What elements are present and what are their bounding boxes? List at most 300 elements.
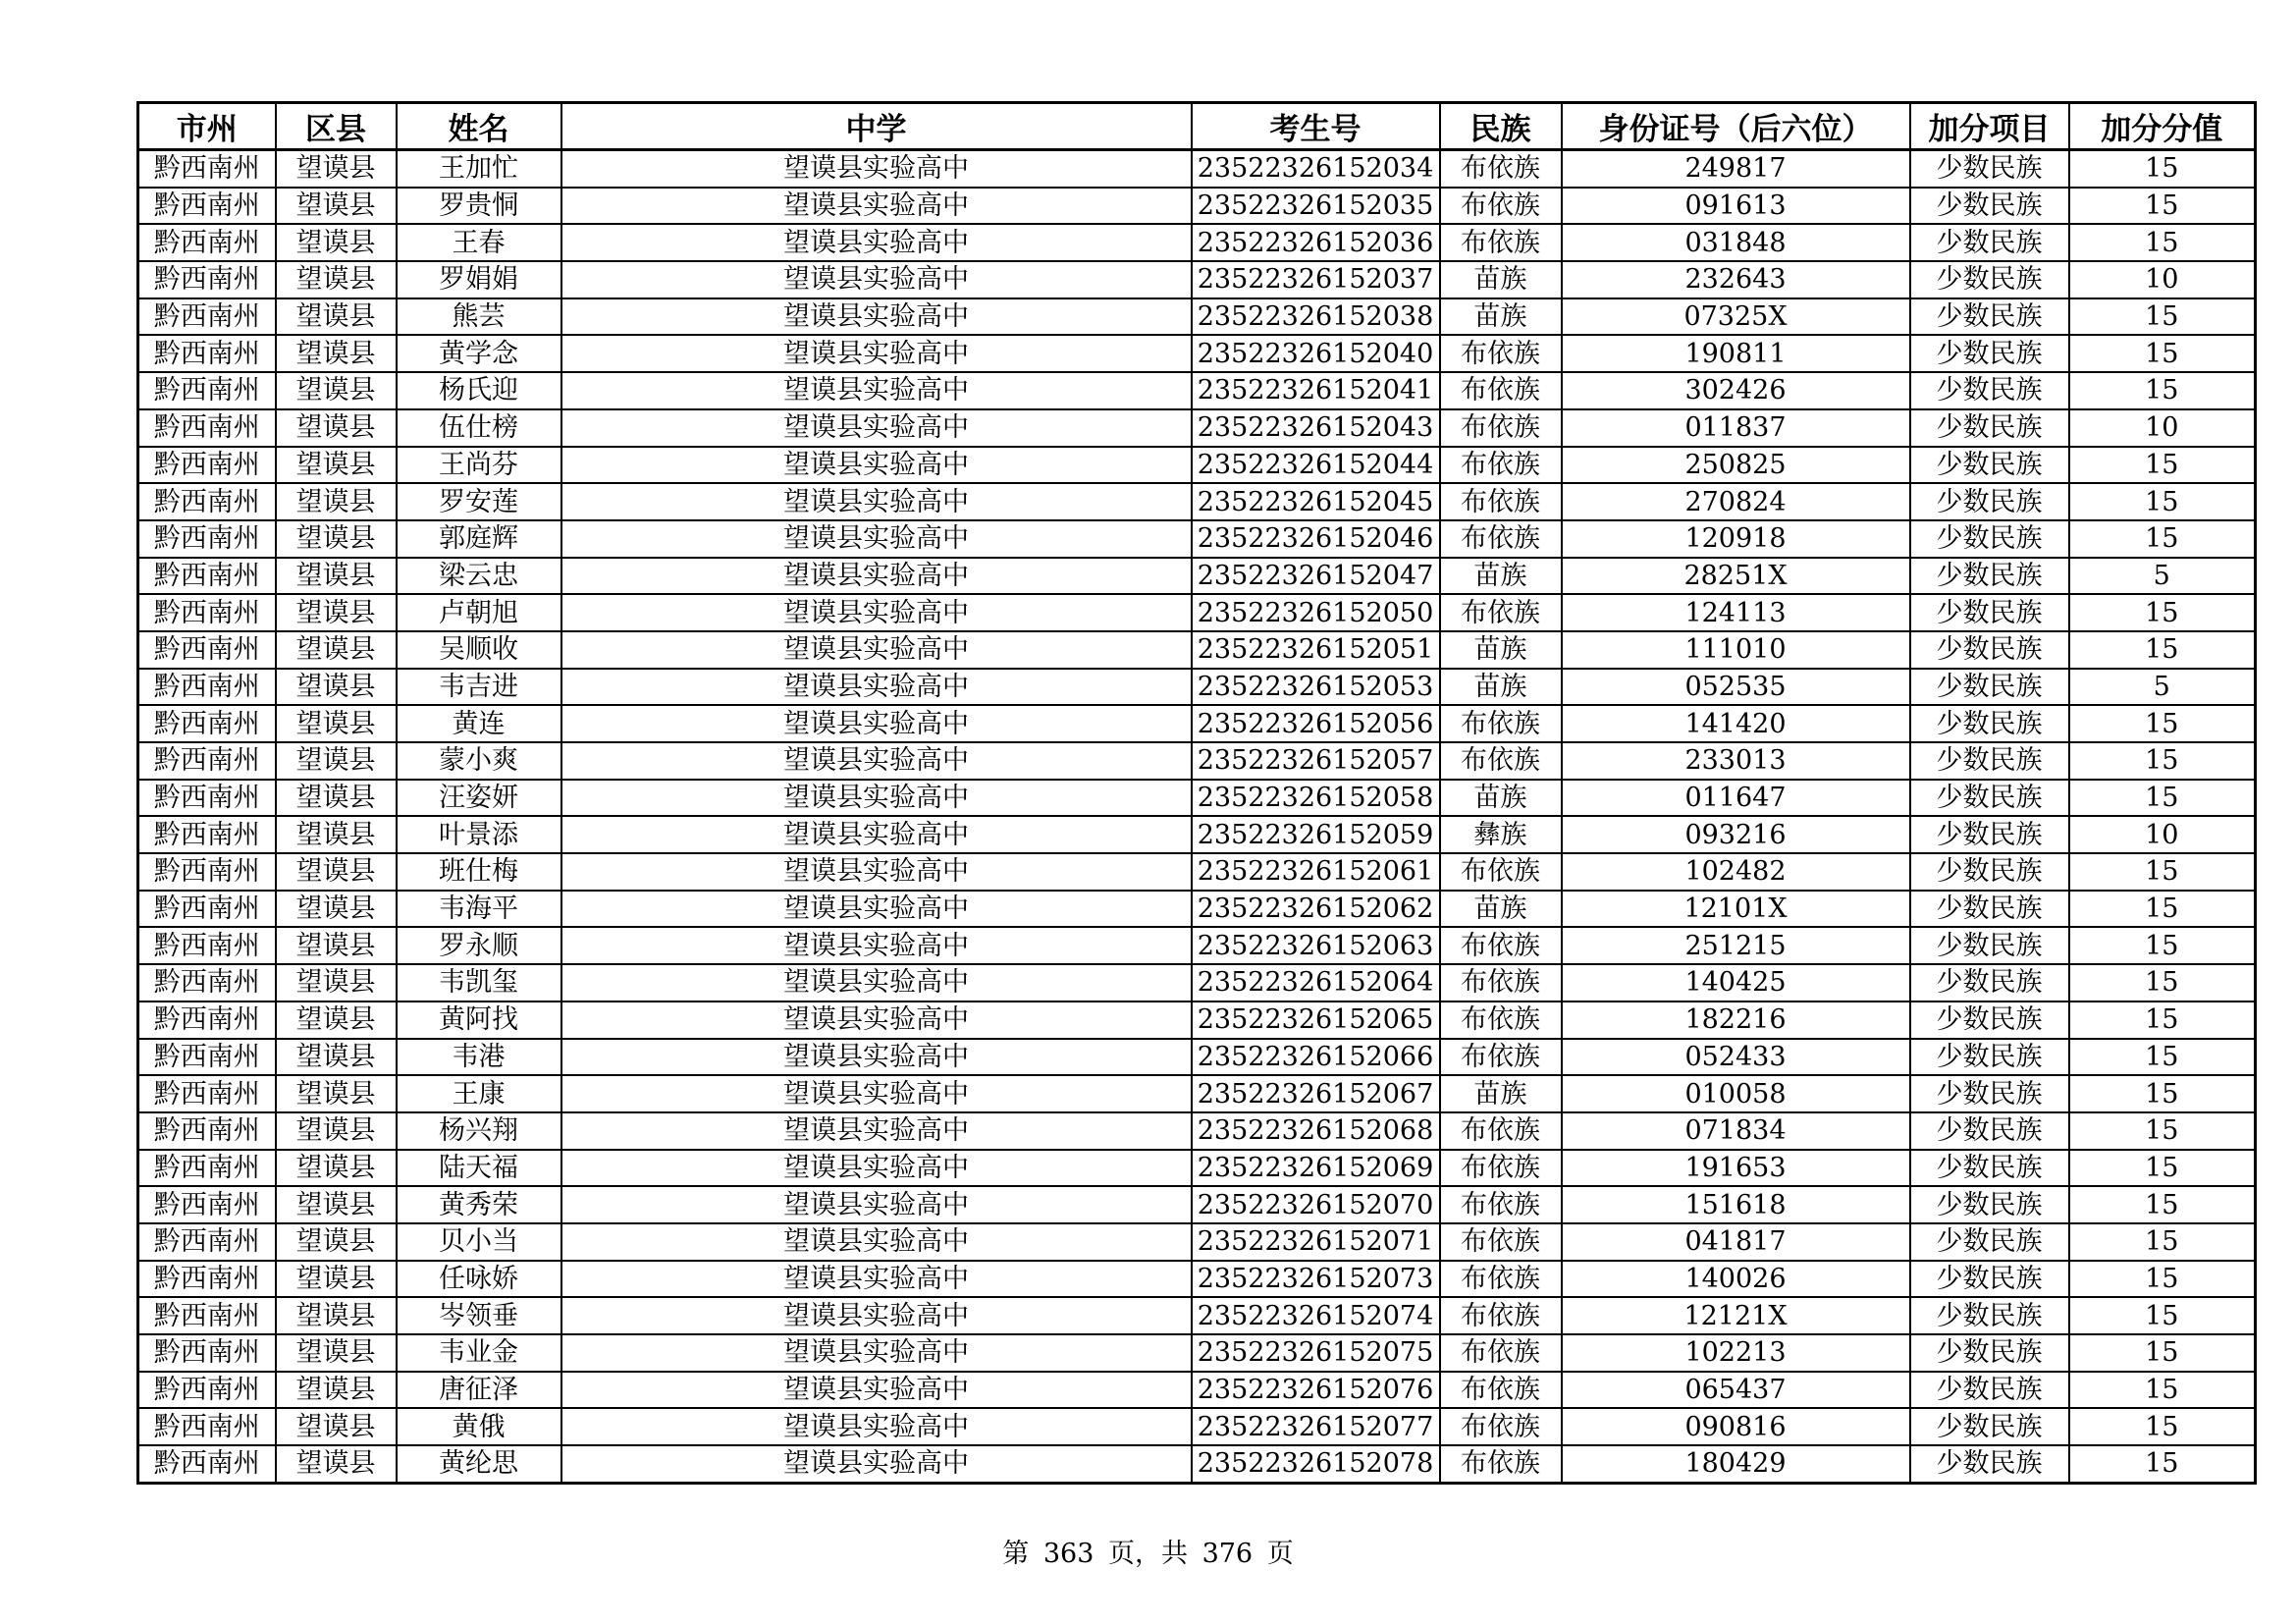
- cell-city: 黔西南州: [138, 964, 276, 1001]
- cell-city: 黔西南州: [138, 816, 276, 853]
- cell-city: 黔西南州: [138, 372, 276, 409]
- cell-id-last-six: 141420: [1562, 705, 1910, 742]
- cell-name: 黄秀荣: [397, 1186, 561, 1223]
- cell-id-last-six: 182216: [1562, 1001, 1910, 1039]
- cell-ethnicity: 布依族: [1440, 1261, 1562, 1298]
- cell-bonus-value: 10: [2069, 261, 2256, 298]
- table-row: [138, 1001, 2256, 1039]
- cell-city: 黔西南州: [138, 558, 276, 595]
- cell-school: 望谟县实验高中: [561, 1039, 1192, 1076]
- cell-id-last-six: 065437: [1562, 1372, 1910, 1409]
- cell-exam-number: 23522326152035: [1192, 188, 1440, 225]
- table-row: [138, 927, 2256, 964]
- cell-ethnicity: 布依族: [1440, 1150, 1562, 1187]
- cell-id-last-six: 302426: [1562, 372, 1910, 409]
- cell-school: 望谟县实验高中: [561, 1150, 1192, 1187]
- cell-exam-number: 23522326152066: [1192, 1039, 1440, 1076]
- page-footer: 第 363 页，共 376 页: [1002, 1539, 1294, 1569]
- cell-bonus-value: 15: [2069, 1334, 2256, 1372]
- cell-bonus-value: 15: [2069, 853, 2256, 891]
- cell-bonus-item: 少数民族: [1910, 742, 2069, 780]
- cell-city: 黔西南州: [138, 594, 276, 631]
- cell-id-last-six: 111010: [1562, 631, 1910, 669]
- cell-bonus-value: 15: [2069, 224, 2256, 261]
- cell-id-last-six: 010058: [1562, 1075, 1910, 1112]
- cell-county: 望谟县: [276, 1001, 397, 1039]
- cell-ethnicity: 布依族: [1440, 409, 1562, 447]
- cell-city: 黔西南州: [138, 1223, 276, 1261]
- cell-county: 望谟县: [276, 1372, 397, 1409]
- cell-ethnicity: 布依族: [1440, 964, 1562, 1001]
- cell-ethnicity: 布依族: [1440, 1039, 1562, 1076]
- cell-county: 望谟县: [276, 891, 397, 928]
- cell-school: 望谟县实验高中: [561, 1186, 1192, 1223]
- cell-ethnicity: 布依族: [1440, 483, 1562, 520]
- cell-city: 黔西南州: [138, 1150, 276, 1187]
- cell-name: 杨兴翔: [397, 1112, 561, 1150]
- cell-school: 望谟县实验高中: [561, 705, 1192, 742]
- cell-name: 杨氏迎: [397, 372, 561, 409]
- cell-city: 黔西南州: [138, 188, 276, 225]
- table-row: [138, 1445, 2256, 1483]
- cell-school: 望谟县实验高中: [561, 520, 1192, 558]
- cell-name: 罗安莲: [397, 483, 561, 520]
- cell-exam-number: 23522326152040: [1192, 335, 1440, 372]
- table-row: [138, 780, 2256, 817]
- table-row: [138, 1039, 2256, 1076]
- cell-city: 黔西南州: [138, 705, 276, 742]
- cell-id-last-six: 28251X: [1562, 558, 1910, 595]
- cell-ethnicity: 布依族: [1440, 1408, 1562, 1445]
- cell-name: 王尚芬: [397, 447, 561, 484]
- table-row: [138, 816, 2256, 853]
- cell-bonus-value: 15: [2069, 520, 2256, 558]
- cell-bonus-item: 少数民族: [1910, 188, 2069, 225]
- cell-county: 望谟县: [276, 372, 397, 409]
- cell-name: 班仕梅: [397, 853, 561, 891]
- cell-school: 望谟县实验高中: [561, 964, 1192, 1001]
- table-row: [138, 298, 2256, 336]
- cell-exam-number: 23522326152057: [1192, 742, 1440, 780]
- cell-city: 黔西南州: [138, 1261, 276, 1298]
- cell-bonus-value: 15: [2069, 1075, 2256, 1112]
- cell-school: 望谟县实验高中: [561, 780, 1192, 817]
- cell-bonus-item: 少数民族: [1910, 816, 2069, 853]
- cell-name: 卢朝旭: [397, 594, 561, 631]
- cell-school: 望谟县实验高中: [561, 594, 1192, 631]
- table-row: [138, 1372, 2256, 1409]
- cell-school: 望谟县实验高中: [561, 669, 1192, 706]
- cell-school: 望谟县实验高中: [561, 409, 1192, 447]
- cell-county: 望谟县: [276, 447, 397, 484]
- cell-county: 望谟县: [276, 780, 397, 817]
- cell-city: 黔西南州: [138, 891, 276, 928]
- cell-county: 望谟县: [276, 1075, 397, 1112]
- cell-ethnicity: 苗族: [1440, 631, 1562, 669]
- cell-bonus-value: 15: [2069, 594, 2256, 631]
- table-row: [138, 409, 2256, 447]
- cell-county: 望谟县: [276, 1039, 397, 1076]
- table-row: [138, 188, 2256, 225]
- table-header: [138, 103, 2256, 150]
- cell-county: 望谟县: [276, 409, 397, 447]
- table-row: [138, 1223, 2256, 1261]
- cell-id-last-six: 07325X: [1562, 298, 1910, 336]
- cell-bonus-value: 15: [2069, 1186, 2256, 1223]
- cell-ethnicity: 布依族: [1440, 1112, 1562, 1150]
- cell-name: 韦海平: [397, 891, 561, 928]
- cell-id-last-six: 090816: [1562, 1408, 1910, 1445]
- cell-county: 望谟县: [276, 1334, 397, 1372]
- cell-bonus-item: 少数民族: [1910, 1075, 2069, 1112]
- cell-name: 熊芸: [397, 298, 561, 336]
- cell-bonus-item: 少数民族: [1910, 927, 2069, 964]
- table-row: [138, 705, 2256, 742]
- cell-city: 黔西南州: [138, 520, 276, 558]
- cell-bonus-value: 15: [2069, 1001, 2256, 1039]
- cell-city: 黔西南州: [138, 1001, 276, 1039]
- cell-bonus-item: 少数民族: [1910, 1039, 2069, 1076]
- cell-bonus-item: 少数民族: [1910, 964, 2069, 1001]
- cell-name: 黄纶思: [397, 1445, 561, 1483]
- cell-city: 黔西南州: [138, 1297, 276, 1334]
- cell-ethnicity: 布依族: [1440, 372, 1562, 409]
- cell-ethnicity: 布依族: [1440, 447, 1562, 484]
- cell-city: 黔西南州: [138, 1075, 276, 1112]
- cell-bonus-value: 15: [2069, 964, 2256, 1001]
- cell-name: 黄俄: [397, 1408, 561, 1445]
- cell-bonus-value: 15: [2069, 188, 2256, 225]
- cell-bonus-item: 少数民族: [1910, 780, 2069, 817]
- cell-id-last-six: 052535: [1562, 669, 1910, 706]
- cell-city: 黔西南州: [138, 669, 276, 706]
- cell-bonus-value: 15: [2069, 372, 2256, 409]
- cell-county: 望谟县: [276, 594, 397, 631]
- cell-exam-number: 23522326152069: [1192, 1150, 1440, 1187]
- cell-school: 望谟县实验高中: [561, 1297, 1192, 1334]
- cell-county: 望谟县: [276, 483, 397, 520]
- cell-school: 望谟县实验高中: [561, 1372, 1192, 1409]
- cell-bonus-item: 少数民族: [1910, 298, 2069, 336]
- cell-id-last-six: 120918: [1562, 520, 1910, 558]
- cell-bonus-item: 少数民族: [1910, 1408, 2069, 1445]
- cell-id-last-six: 232643: [1562, 261, 1910, 298]
- cell-ethnicity: 苗族: [1440, 669, 1562, 706]
- cell-county: 望谟县: [276, 742, 397, 780]
- cell-id-last-six: 270824: [1562, 483, 1910, 520]
- cell-city: 黔西南州: [138, 483, 276, 520]
- cell-exam-number: 23522326152056: [1192, 705, 1440, 742]
- cell-ethnicity: 布依族: [1440, 1001, 1562, 1039]
- cell-city: 黔西南州: [138, 631, 276, 669]
- cell-exam-number: 23522326152064: [1192, 964, 1440, 1001]
- cell-bonus-item: 少数民族: [1910, 1372, 2069, 1409]
- cell-city: 黔西南州: [138, 335, 276, 372]
- cell-school: 望谟县实验高中: [561, 1112, 1192, 1150]
- cell-exam-number: 23522326152051: [1192, 631, 1440, 669]
- cell-bonus-item: 少数民族: [1910, 335, 2069, 372]
- cell-exam-number: 23522326152063: [1192, 927, 1440, 964]
- cell-city: 黔西南州: [138, 927, 276, 964]
- cell-name: 蒙小爽: [397, 742, 561, 780]
- cell-bonus-value: 15: [2069, 1372, 2256, 1409]
- cell-school: 望谟县实验高中: [561, 891, 1192, 928]
- cell-school: 望谟县实验高中: [561, 1334, 1192, 1372]
- cell-name: 罗永顺: [397, 927, 561, 964]
- cell-school: 望谟县实验高中: [561, 298, 1192, 336]
- cell-ethnicity: 布依族: [1440, 1372, 1562, 1409]
- cell-county: 望谟县: [276, 558, 397, 595]
- cell-school: 望谟县实验高中: [561, 372, 1192, 409]
- cell-bonus-item: 少数民族: [1910, 224, 2069, 261]
- cell-ethnicity: 布依族: [1440, 520, 1562, 558]
- cell-school: 望谟县实验高中: [561, 261, 1192, 298]
- cell-bonus-item: 少数民族: [1910, 558, 2069, 595]
- cell-school: 望谟县实验高中: [561, 335, 1192, 372]
- table-row: [138, 1408, 2256, 1445]
- table-row: [138, 964, 2256, 1001]
- cell-city: 黔西南州: [138, 224, 276, 261]
- header-county: 区县: [276, 103, 397, 150]
- table-row: [138, 853, 2256, 891]
- cell-bonus-value: 15: [2069, 447, 2256, 484]
- cell-exam-number: 23522326152044: [1192, 447, 1440, 484]
- cell-city: 黔西南州: [138, 1186, 276, 1223]
- header-ethnicity: 民族: [1440, 103, 1562, 150]
- cell-id-last-six: 140026: [1562, 1261, 1910, 1298]
- cell-county: 望谟县: [276, 261, 397, 298]
- cell-bonus-value: 15: [2069, 705, 2256, 742]
- cell-exam-number: 23522326152065: [1192, 1001, 1440, 1039]
- cell-exam-number: 23522326152050: [1192, 594, 1440, 631]
- cell-bonus-value: 15: [2069, 1408, 2256, 1445]
- cell-bonus-value: 15: [2069, 742, 2256, 780]
- cell-bonus-item: 少数民族: [1910, 520, 2069, 558]
- table-row: [138, 335, 2256, 372]
- cell-id-last-six: 251215: [1562, 927, 1910, 964]
- cell-exam-number: 23522326152070: [1192, 1186, 1440, 1223]
- cell-county: 望谟县: [276, 224, 397, 261]
- cell-bonus-value: 15: [2069, 1445, 2256, 1483]
- cell-id-last-six: 12101X: [1562, 891, 1910, 928]
- cell-school: 望谟县实验高中: [561, 447, 1192, 484]
- cell-county: 望谟县: [276, 1261, 397, 1298]
- cell-name: 韦港: [397, 1039, 561, 1076]
- cell-city: 黔西南州: [138, 1408, 276, 1445]
- cell-bonus-value: 5: [2069, 558, 2256, 595]
- cell-id-last-six: 140425: [1562, 964, 1910, 1001]
- cell-city: 黔西南州: [138, 1445, 276, 1483]
- cell-id-last-six: 151618: [1562, 1186, 1910, 1223]
- cell-bonus-item: 少数民族: [1910, 1223, 2069, 1261]
- cell-ethnicity: 苗族: [1440, 558, 1562, 595]
- cell-id-last-six: 091613: [1562, 188, 1910, 225]
- cell-exam-number: 23522326152058: [1192, 780, 1440, 817]
- cell-id-last-six: 190811: [1562, 335, 1910, 372]
- cell-name: 吴顺收: [397, 631, 561, 669]
- cell-exam-number: 23522326152046: [1192, 520, 1440, 558]
- cell-bonus-item: 少数民族: [1910, 1186, 2069, 1223]
- cell-name: 任咏娇: [397, 1261, 561, 1298]
- cell-ethnicity: 布依族: [1440, 927, 1562, 964]
- header-id-last-six: 身份证号（后六位）: [1562, 103, 1910, 150]
- cell-county: 望谟县: [276, 631, 397, 669]
- cell-city: 黔西南州: [138, 150, 276, 188]
- cell-name: 梁云忠: [397, 558, 561, 595]
- cell-bonus-item: 少数民族: [1910, 669, 2069, 706]
- cell-ethnicity: 布依族: [1440, 1334, 1562, 1372]
- cell-county: 望谟县: [276, 705, 397, 742]
- cell-city: 黔西南州: [138, 1112, 276, 1150]
- cell-bonus-item: 少数民族: [1910, 261, 2069, 298]
- cell-id-last-six: 011837: [1562, 409, 1910, 447]
- table-row: [138, 1297, 2256, 1334]
- cell-name: 黄连: [397, 705, 561, 742]
- header-bonus-item: 加分项目: [1910, 103, 2069, 150]
- cell-county: 望谟县: [276, 1408, 397, 1445]
- cell-name: 王春: [397, 224, 561, 261]
- cell-exam-number: 23522326152043: [1192, 409, 1440, 447]
- cell-bonus-item: 少数民族: [1910, 1445, 2069, 1483]
- cell-name: 岑领垂: [397, 1297, 561, 1334]
- table-row: [138, 631, 2256, 669]
- cell-bonus-value: 15: [2069, 631, 2256, 669]
- cell-county: 望谟县: [276, 1112, 397, 1150]
- cell-county: 望谟县: [276, 816, 397, 853]
- cell-exam-number: 23522326152037: [1192, 261, 1440, 298]
- cell-city: 黔西南州: [138, 1372, 276, 1409]
- cell-bonus-value: 5: [2069, 669, 2256, 706]
- cell-county: 望谟县: [276, 927, 397, 964]
- cell-bonus-value: 15: [2069, 483, 2256, 520]
- cell-county: 望谟县: [276, 853, 397, 891]
- cell-bonus-item: 少数民族: [1910, 1261, 2069, 1298]
- cell-ethnicity: 布依族: [1440, 188, 1562, 225]
- cell-ethnicity: 苗族: [1440, 1075, 1562, 1112]
- cell-county: 望谟县: [276, 298, 397, 336]
- cell-bonus-item: 少数民族: [1910, 483, 2069, 520]
- cell-exam-number: 23522326152076: [1192, 1372, 1440, 1409]
- cell-id-last-six: 052433: [1562, 1039, 1910, 1076]
- cell-bonus-item: 少数民族: [1910, 1150, 2069, 1187]
- cell-id-last-six: 250825: [1562, 447, 1910, 484]
- cell-county: 望谟县: [276, 520, 397, 558]
- cell-school: 望谟县实验高中: [561, 150, 1192, 188]
- cell-id-last-six: 249817: [1562, 150, 1910, 188]
- cell-bonus-value: 10: [2069, 409, 2256, 447]
- cell-exam-number: 23522326152034: [1192, 150, 1440, 188]
- cell-bonus-item: 少数民族: [1910, 372, 2069, 409]
- cell-county: 望谟县: [276, 1223, 397, 1261]
- cell-county: 望谟县: [276, 669, 397, 706]
- cell-bonus-value: 15: [2069, 1261, 2256, 1298]
- header-exam-number: 考生号: [1192, 103, 1440, 150]
- table-row: [138, 891, 2256, 928]
- cell-county: 望谟县: [276, 1186, 397, 1223]
- cell-ethnicity: 布依族: [1440, 853, 1562, 891]
- cell-exam-number: 23522326152075: [1192, 1334, 1440, 1372]
- cell-school: 望谟县实验高中: [561, 1445, 1192, 1483]
- table-row: [138, 669, 2256, 706]
- cell-school: 望谟县实验高中: [561, 742, 1192, 780]
- cell-school: 望谟县实验高中: [561, 816, 1192, 853]
- cell-name: 唐征泽: [397, 1372, 561, 1409]
- cell-name: 罗贵恫: [397, 188, 561, 225]
- cell-ethnicity: 布依族: [1440, 1297, 1562, 1334]
- cell-exam-number: 23522326152045: [1192, 483, 1440, 520]
- cell-bonus-item: 少数民族: [1910, 594, 2069, 631]
- cell-id-last-six: 093216: [1562, 816, 1910, 853]
- cell-county: 望谟县: [276, 1150, 397, 1187]
- table-row: [138, 558, 2256, 595]
- cell-school: 望谟县实验高中: [561, 927, 1192, 964]
- cell-ethnicity: 彝族: [1440, 816, 1562, 853]
- cell-id-last-six: 233013: [1562, 742, 1910, 780]
- cell-ethnicity: 苗族: [1440, 891, 1562, 928]
- cell-exam-number: 23522326152068: [1192, 1112, 1440, 1150]
- cell-exam-number: 23522326152067: [1192, 1075, 1440, 1112]
- cell-bonus-item: 少数民族: [1910, 150, 2069, 188]
- cell-bonus-item: 少数民族: [1910, 891, 2069, 928]
- table-row: [138, 1075, 2256, 1112]
- cell-school: 望谟县实验高中: [561, 1408, 1192, 1445]
- cell-school: 望谟县实验高中: [561, 1261, 1192, 1298]
- header-school: 中学: [561, 103, 1192, 150]
- cell-ethnicity: 布依族: [1440, 705, 1562, 742]
- table-row: [138, 1261, 2256, 1298]
- cell-bonus-value: 15: [2069, 298, 2256, 336]
- table-row: [138, 520, 2256, 558]
- cell-ethnicity: 布依族: [1440, 1445, 1562, 1483]
- cell-county: 望谟县: [276, 335, 397, 372]
- cell-bonus-value: 15: [2069, 1039, 2256, 1076]
- cell-county: 望谟县: [276, 964, 397, 1001]
- cell-ethnicity: 布依族: [1440, 1223, 1562, 1261]
- cell-name: 贝小当: [397, 1223, 561, 1261]
- cell-id-last-six: 180429: [1562, 1445, 1910, 1483]
- cell-city: 黔西南州: [138, 853, 276, 891]
- cell-id-last-six: 191653: [1562, 1150, 1910, 1187]
- cell-bonus-value: 15: [2069, 150, 2256, 188]
- cell-id-last-six: 124113: [1562, 594, 1910, 631]
- cell-school: 望谟县实验高中: [561, 224, 1192, 261]
- cell-city: 黔西南州: [138, 1334, 276, 1372]
- cell-bonus-value: 15: [2069, 780, 2256, 817]
- cell-id-last-six: 011647: [1562, 780, 1910, 817]
- table-row: [138, 594, 2256, 631]
- cell-bonus-item: 少数民族: [1910, 1112, 2069, 1150]
- cell-ethnicity: 布依族: [1440, 224, 1562, 261]
- cell-name: 黄学念: [397, 335, 561, 372]
- cell-name: 郭庭辉: [397, 520, 561, 558]
- cell-county: 望谟县: [276, 150, 397, 188]
- cell-name: 汪姿妍: [397, 780, 561, 817]
- cell-ethnicity: 苗族: [1440, 780, 1562, 817]
- cell-bonus-item: 少数民族: [1910, 853, 2069, 891]
- cell-exam-number: 23522326152061: [1192, 853, 1440, 891]
- cell-school: 望谟县实验高中: [561, 1001, 1192, 1039]
- cell-name: 黄阿找: [397, 1001, 561, 1039]
- cell-id-last-six: 102213: [1562, 1334, 1910, 1372]
- cell-ethnicity: 布依族: [1440, 150, 1562, 188]
- cell-bonus-value: 15: [2069, 1223, 2256, 1261]
- cell-school: 望谟县实验高中: [561, 483, 1192, 520]
- cell-exam-number: 23522326152038: [1192, 298, 1440, 336]
- cell-name: 陆天福: [397, 1150, 561, 1187]
- cell-id-last-six: 071834: [1562, 1112, 1910, 1150]
- cell-city: 黔西南州: [138, 447, 276, 484]
- cell-city: 黔西南州: [138, 409, 276, 447]
